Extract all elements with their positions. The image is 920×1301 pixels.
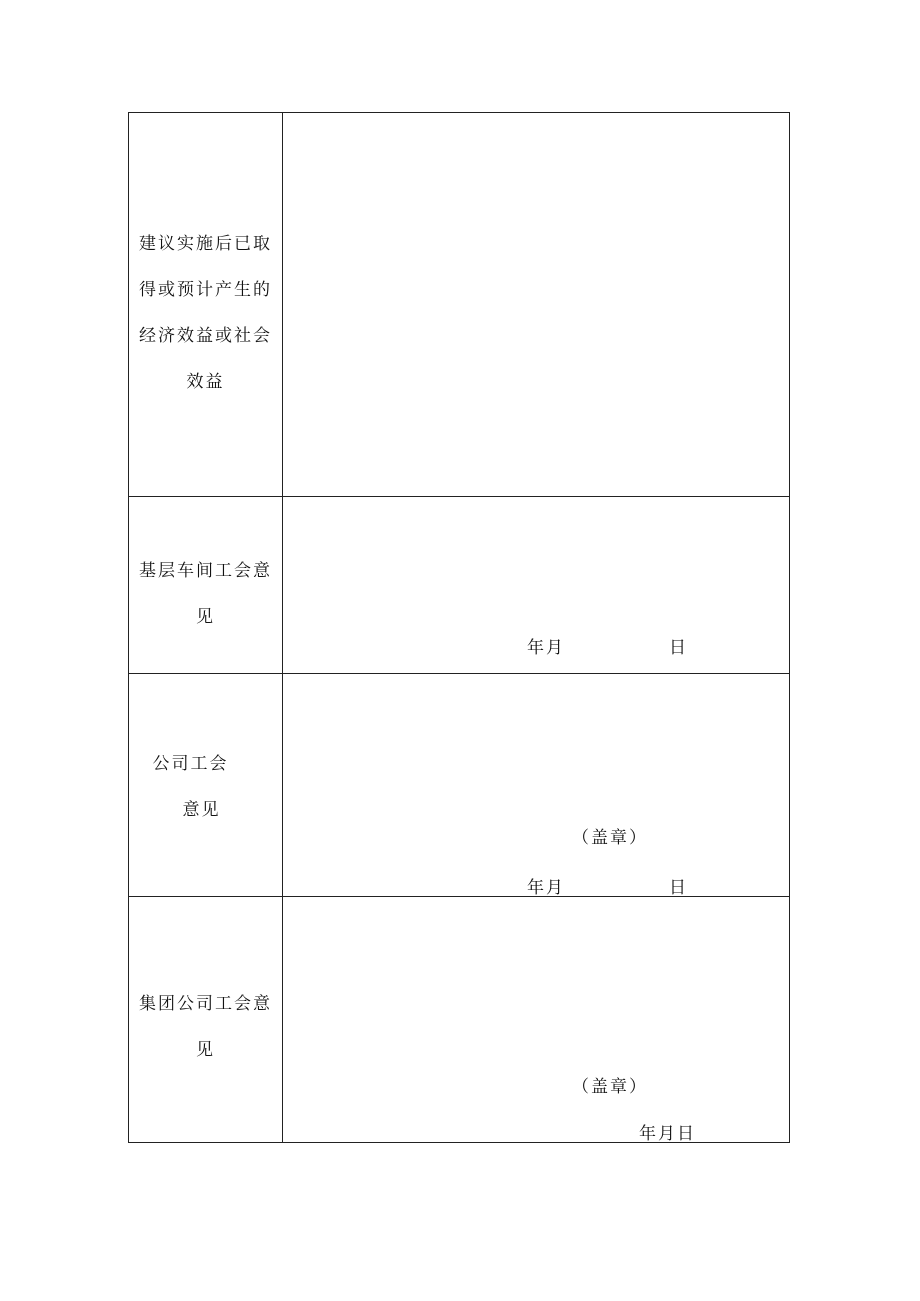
label-line: 见 (196, 607, 215, 627)
date-year-month: 年月 (527, 638, 565, 658)
row-company-union (129, 674, 789, 897)
label-cell-company-union (129, 674, 283, 896)
row-workshop-union (129, 497, 789, 674)
proposal-form-table (128, 112, 790, 1143)
workshop-union-opinion-area[interactable] (283, 497, 789, 673)
label-company-union (129, 741, 252, 833)
label-group-union (135, 981, 276, 1073)
label-line: 效益 (186, 372, 225, 392)
date-year-month: 年月 (527, 878, 565, 898)
group-union-opinion-area[interactable] (283, 897, 789, 1142)
label-line: 公司工会 (152, 754, 229, 774)
date-day: 日 (669, 638, 688, 658)
label-line: 得或预计产生的 (139, 280, 272, 300)
company-union-opinion-area[interactable] (283, 674, 789, 896)
label-benefits (135, 221, 276, 405)
date-full: 年月日 (639, 1124, 696, 1144)
label-line: 建议实施后已取 (139, 234, 272, 254)
label-workshop-union (135, 548, 276, 640)
label-line: 意见 (182, 800, 221, 820)
label-line: 见 (196, 1040, 215, 1060)
label-line: 集团公司工会意 (139, 994, 272, 1014)
label-cell-workshop-union (129, 497, 283, 673)
label-line: 经济效益或社会 (139, 326, 272, 346)
row-group-union (129, 897, 789, 1142)
seal-note: （盖章） (572, 1077, 648, 1097)
row-benefits (129, 113, 789, 497)
seal-note: （盖章） (572, 828, 648, 848)
label-cell-benefits (129, 113, 283, 496)
date-day: 日 (669, 878, 688, 898)
benefits-input-area[interactable] (283, 113, 789, 496)
label-cell-group-union (129, 897, 283, 1142)
label-line: 基层车间工会意 (139, 561, 272, 581)
